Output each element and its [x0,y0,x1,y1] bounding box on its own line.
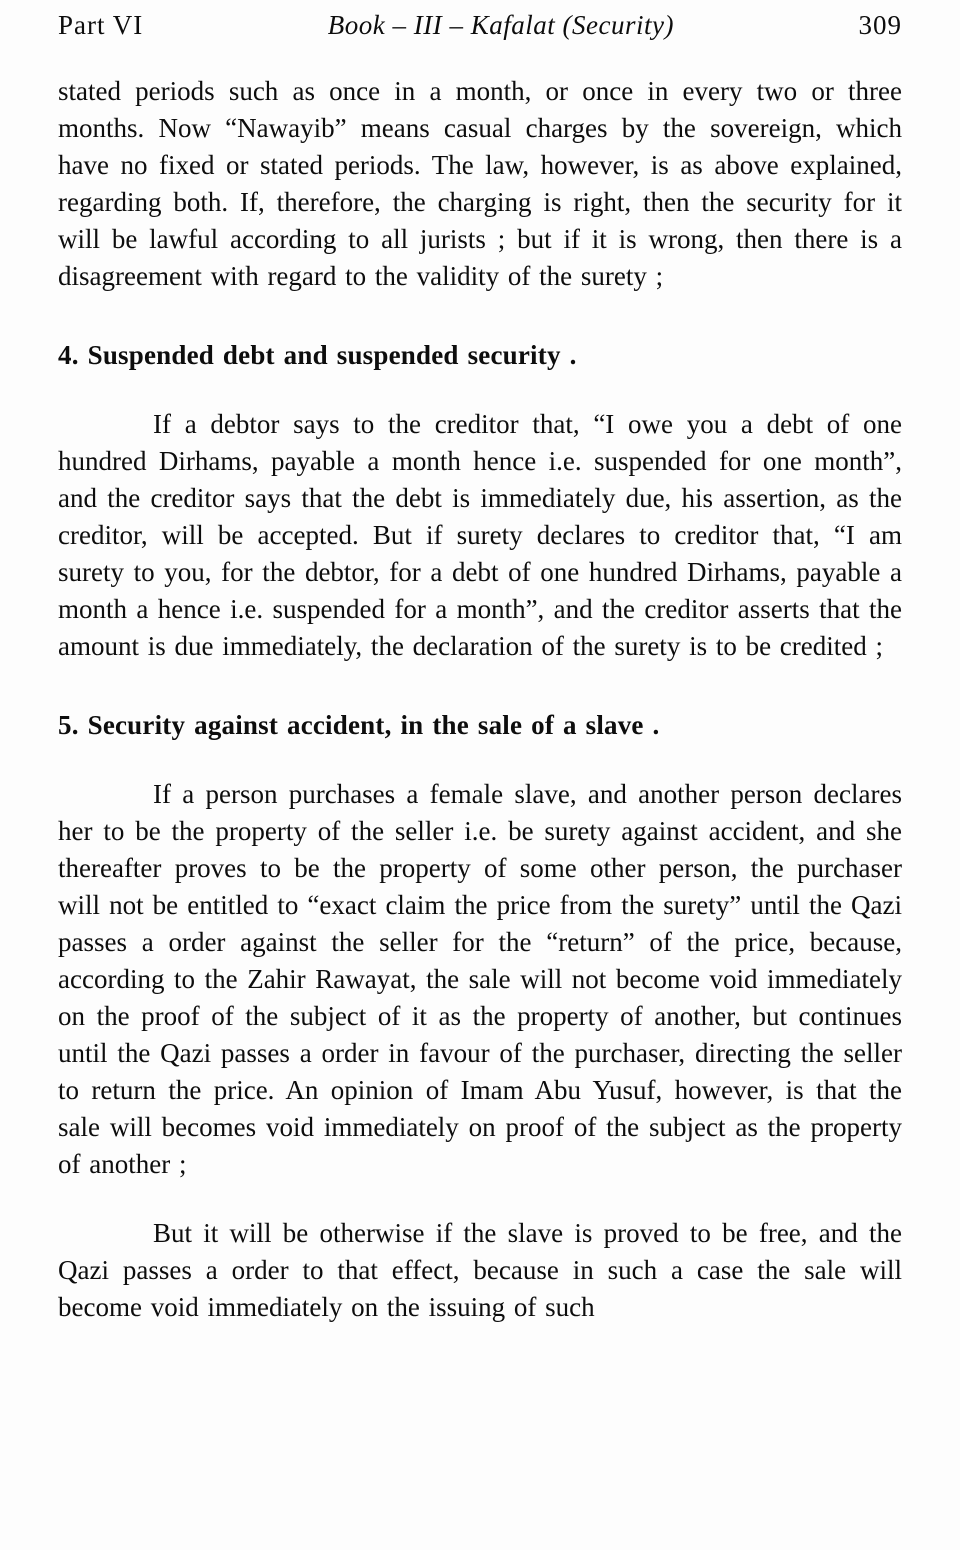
section-heading-5: 5. Security against accident, in the sale of a slave . [58,710,660,740]
part-label: Part VI [58,10,144,40]
section-heading-4: 4. Suspended debt and suspended security . [58,340,577,370]
page-header [58,10,902,41]
paragraph-continuation: stated periods such as once in a month, or once in every two or three months. Now “Nawayib” means casual charges by the sovereign, which have no fixed or stated periods. The law, however, is as above explained, regarding both. If, therefore, the charging is right, then the security for it will be lawful according to all jurists ; but if it is wrong, then there is a disagreement with regard to the validity of the surety ; [58,76,902,291]
paragraph-suspended-debt: If a debtor says to the creditor that, “I owe you a debt of one hundred Dirhams, payable a month hence i.e. suspended for one month”, and the creditor says that the debt is immediately due, his assertion, as the creditor, will be accepted. But if surety declares to creditor that, “I am surety to you, for the debtor, for a debt of one hundred Dirhams, payable a month a hence i.e. suspended for a month”, and the creditor asserts that the amount is due immediately, the declaration of the surety is to be credited ; [58,409,902,661]
paragraph-slave-free: But it will be otherwise if the slave is proved to be free, and the Qazi passes a order to that effect, because in such a case the sale will become void immediately on the issuing of such [58,1218,902,1322]
page-number: 309 [858,10,902,40]
book-title: Book – III – Kafalat (Security) [327,10,674,40]
page-body [58,73,902,1326]
paragraph-security-accident: If a person purchases a female slave, and another person declares her to be the property of the seller i.e. be surety against accident, and she thereafter proves to be the property of some other person, the purchaser will not be entitled to “exact claim the price from the surety” until the Qazi passes a order against the seller for the “return” of the price, because, according to the Zahir Rawayat, the sale will not become void immediately on the proof of the subject of it as the property of another, but continues until the Qazi passes a order in favour of the purchaser, directing the seller to return the price. An opinion of Imam Abu Yusuf, however, is that the sale will becomes void immediately on proof of the subject as the property of another ; [58,779,902,1179]
